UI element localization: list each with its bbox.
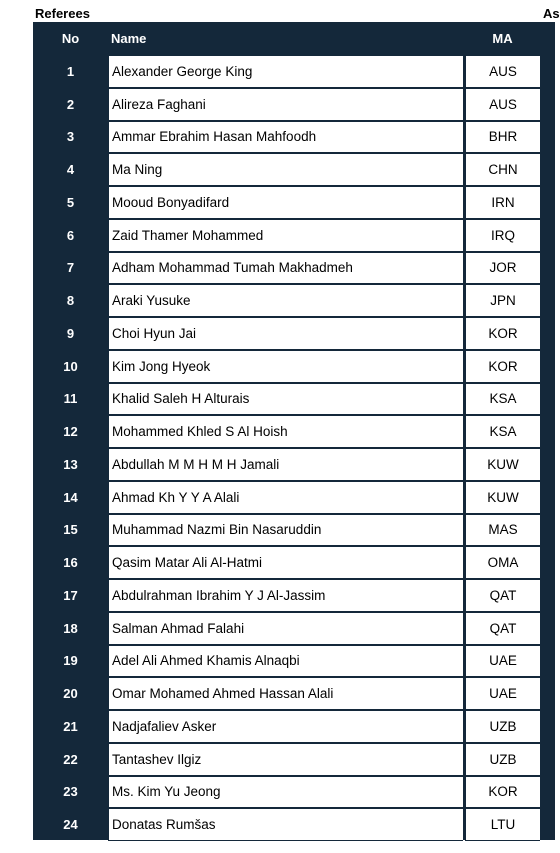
member-association: KUW (465, 481, 540, 514)
row-number: 2 (66, 96, 75, 112)
table-row (33, 514, 555, 547)
table-row (33, 448, 555, 481)
referee-name: Adel Ali Ahmed Khamis Alnaqbi (108, 645, 463, 678)
row-number: 4 (66, 162, 75, 178)
member-association: LTU (465, 808, 540, 841)
referees-table (33, 22, 555, 840)
table-row (33, 612, 555, 645)
referee-name: Abdulrahman Ibrahim Y J Al-Jassim (108, 579, 463, 612)
member-association: OMA (465, 546, 540, 579)
referee-name: Tantashev Ilgiz (108, 743, 463, 776)
table-row (33, 645, 555, 678)
row-number: 22 (63, 751, 78, 767)
table-row (33, 121, 555, 154)
row-number: 15 (63, 522, 78, 538)
referee-name: Ms. Kim Yu Jeong (108, 776, 463, 809)
column-header-name: Name (111, 31, 147, 46)
table-row (33, 677, 555, 710)
table-row (33, 153, 555, 186)
row-number: 19 (63, 653, 78, 669)
referee-name: Choi Hyun Jai (108, 317, 463, 350)
row-number: 18 (63, 620, 78, 636)
member-association: BHR (465, 121, 540, 154)
row-number: 9 (66, 325, 75, 341)
table-row (33, 546, 555, 579)
member-association: KOR (465, 776, 540, 809)
referee-name: Alexander George King (108, 55, 463, 88)
table-row (33, 481, 555, 514)
referee-name: Omar Mohamed Ahmed Hassan Alali (108, 677, 463, 710)
member-association: KSA (465, 383, 540, 416)
table-row (33, 284, 555, 317)
member-association: QAT (465, 612, 540, 645)
member-association: KSA (465, 415, 540, 448)
row-number: 21 (63, 718, 78, 734)
table-row (33, 186, 555, 219)
row-number: 23 (63, 784, 78, 800)
table-row (33, 252, 555, 285)
referee-name: Ammar Ebrahim Hasan Mahfoodh (108, 121, 463, 154)
row-number: 13 (63, 456, 78, 472)
referee-name: Muhammad Nazmi Bin Nasaruddin (108, 514, 463, 547)
row-number: 11 (63, 391, 78, 407)
referee-name: Zaid Thamer Mohammed (108, 219, 463, 252)
member-association: UZB (465, 710, 540, 743)
row-number: 5 (66, 194, 75, 210)
referee-name: Alireza Faghani (108, 88, 463, 121)
table-row (33, 579, 555, 612)
table-row (33, 383, 555, 416)
member-association: CHN (465, 153, 540, 186)
row-number: 12 (63, 424, 78, 440)
table-row (33, 710, 555, 743)
member-association: KOR (465, 350, 540, 383)
table-row (33, 88, 555, 121)
referee-name: Ahmad Kh Y Y A Alali (108, 481, 463, 514)
row-number: 1 (66, 63, 75, 79)
member-association: KUW (465, 448, 540, 481)
referee-name: Donatas Rumšas (108, 808, 463, 841)
row-number: 20 (63, 686, 78, 702)
table-row (33, 415, 555, 448)
row-number: 3 (66, 129, 75, 145)
column-header-no: No (61, 31, 80, 46)
row-number: 10 (63, 358, 78, 374)
row-number: 8 (66, 293, 75, 309)
column-header-ma: MA (492, 31, 513, 46)
member-association: IRQ (465, 219, 540, 252)
referee-name: Ma Ning (108, 153, 463, 186)
member-association: QAT (465, 579, 540, 612)
table-row (33, 776, 555, 809)
table-row (33, 743, 555, 776)
member-association: AUS (465, 88, 540, 121)
table-row (33, 219, 555, 252)
referee-name: Qasim Matar Ali Al-Hatmi (108, 546, 463, 579)
referee-name: Kim Jong Hyeok (108, 350, 463, 383)
row-number: 24 (63, 817, 78, 833)
referee-name: Khalid Saleh H Alturais (108, 383, 463, 416)
row-number: 6 (66, 227, 75, 243)
row-number: 14 (63, 489, 78, 505)
member-association: IRN (465, 186, 540, 219)
table-row (33, 350, 555, 383)
referee-name: Abdullah M M H M H Jamali (108, 448, 463, 481)
member-association: KOR (465, 317, 540, 350)
section-title-fragment: As (543, 6, 560, 21)
row-number: 17 (63, 587, 78, 603)
table-row (33, 55, 555, 88)
referee-name: Mohammed Khled S Al Hoish (108, 415, 463, 448)
referee-name: Adham Mohammad Tumah Makhadmeh (108, 252, 463, 285)
referee-name: Salman Ahmad Falahi (108, 612, 463, 645)
table-row (33, 808, 555, 841)
referee-name: Nadjafaliev Asker (108, 710, 463, 743)
table-row (33, 317, 555, 350)
row-number: 16 (63, 555, 78, 571)
member-association: MAS (465, 514, 540, 547)
member-association: UAE (465, 677, 540, 710)
section-title: Referees (35, 6, 90, 21)
member-association: AUS (465, 55, 540, 88)
member-association: JOR (465, 252, 540, 285)
member-association: UAE (465, 645, 540, 678)
table-header (33, 22, 555, 55)
member-association: JPN (465, 284, 540, 317)
member-association: UZB (465, 743, 540, 776)
referee-name: Mooud Bonyadifard (108, 186, 463, 219)
row-number: 7 (66, 260, 75, 276)
referee-name: Araki Yusuke (108, 284, 463, 317)
